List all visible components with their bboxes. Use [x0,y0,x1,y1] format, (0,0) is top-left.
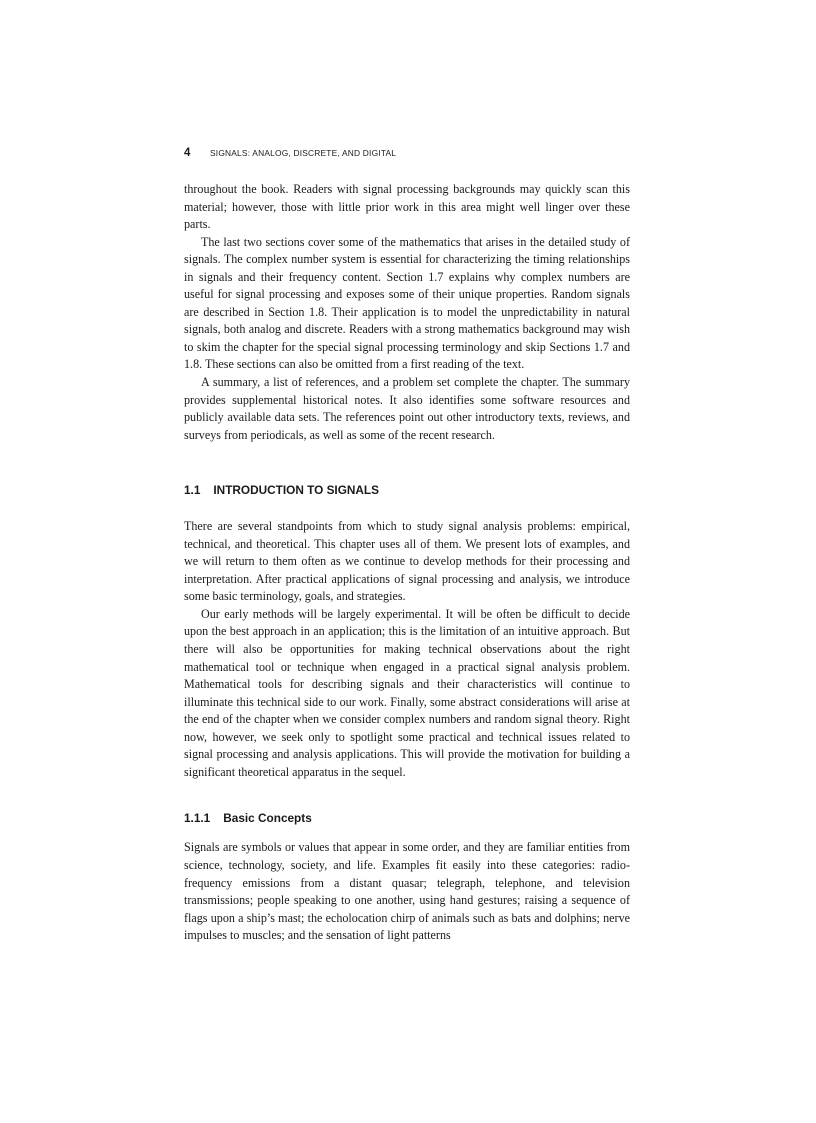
subsection-title: Basic Concepts [223,811,312,826]
section-1-1-1-body [184,839,630,944]
intro-paragraph-1: throughout the book. Readers with signal processing backgrounds may quickly scan this material; however, those with little prior work in this area might well linger over these parts. [184,182,630,232]
running-head [184,147,630,165]
section-heading-1-1 [184,483,630,497]
section-1-1-paragraph-1: There are several standpoints from which to study signal analysis problems: empirical, technical, and theoretical. This chapter uses all of them. We present lots of examples, and we will return to them often as we continue to develop methods for their processing and interpretation. After practical applications of signal processing and analysis, we introduce some basic terminology, goals, and strategies. [184,519,630,604]
subsection-heading-1-1-1 [184,811,630,825]
running-head-title: SIGNALS: ANALOG, DISCRETE, AND DIGITAL [210,148,397,158]
section-1-1-1-paragraph-1: Signals are symbols or values that appear in some order, and they are familiar entities from science, technology, society, and life. Examples fit easily into these categories: radio-frequency emissions from a distant quasar; telegraph, telephone, and television transmissions; people speaking to one another, using hand gestures; raising a sequence of flags upon a ship’s mast; the echolocation chirp of animals such as bats and dolphins; nerve impulses to muscles; and the sensation of light patterns [184,840,630,943]
intro-paragraph-3: A summary, a list of references, and a problem set complete the chapter. The summary provides supplemental historical notes. It also identifies some software resources and publicly available data sets. The references point out other introductory texts, reviews, and surveys from periodicals, as well as some of the recent research. [184,375,630,442]
intro-paragraph-2: The last two sections cover some of the mathematics that arises in the detailed study of signals. The complex number system is essential for characterizing the timing relationships in signals and their frequency content. Section 1.7 explains why complex numbers are useful for signal processing and exposes some of their unique properties. Random signals are described in Section 1.8. Their application is to model the unpredictability in natural signals, both analog and discrete. Readers with a strong mathematics background may wish to skim the chapter for the special signal processing terminology and skip Sections 1.7 and 1.8. These sections can also be omitted from a first reading of the text. [184,234,630,372]
intro-block [184,181,630,444]
subsection-number: 1.1.1 [184,811,211,826]
section-title: INTRODUCTION TO SIGNALS [213,483,380,498]
book-page [184,147,630,945]
section-1-1-body [184,518,630,781]
page-number: 4 [184,147,191,159]
section-1-1-paragraph-2: Our early methods will be largely experimental. It will be often be difficult to decide upon the best approach in an application; this is the limitation of an intuitive approach. But there will also be opportunities for making technical observations about the right mathematical tool or technique when engaged in a practical signal analysis problem. Mathematical tools for describing signals and their characteristics will continue to illuminate this technical side to our work. Finally, some abstract considerations will arise at the end of the chapter when we consider complex numbers and random signal theory. Right now, however, we seek only to spotlight some practical and technical issues related to signal processing and analysis applications. This will provide the motivation for building a significant theoretical apparatus in the sequel. [184,606,630,779]
section-number: 1.1 [184,483,201,498]
